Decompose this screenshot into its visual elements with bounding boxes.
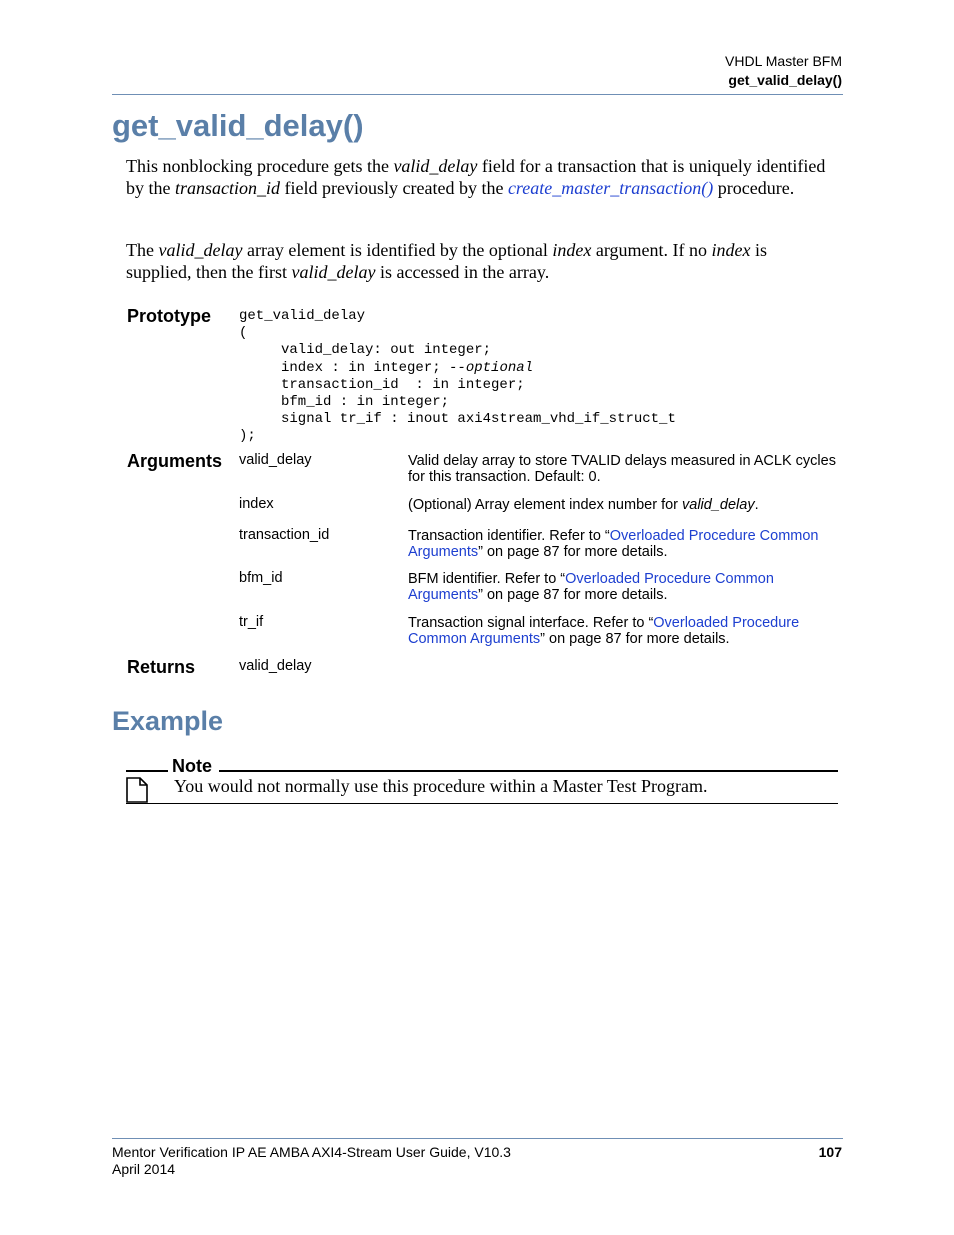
note-rule-bottom (126, 803, 838, 804)
overloaded-procedure-link[interactable]: Overloaded Procedure Common Arguments (408, 528, 819, 560)
returns-label: Returns (127, 657, 196, 677)
code-text: index : in integer; (281, 359, 450, 376)
code-line: bfm_id : in integer; (281, 394, 450, 411)
text-span: . (754, 497, 759, 513)
running-header (725, 52, 842, 90)
text-span: ” on page 87 for more details. (478, 544, 668, 560)
text-span: The (126, 240, 159, 260)
code-line: valid_delay: out integer; (281, 342, 492, 359)
footer-rule (112, 1138, 843, 1139)
argument-name: bfm_id (239, 570, 283, 586)
argument-description (408, 528, 838, 560)
footer-date: April 2014 (112, 1161, 176, 1177)
italic-term: valid_delay (682, 497, 755, 513)
footer-doc-title: Mentor Verification IP AE AMBA AXI4-Stream User Guide, V10.3 (112, 1144, 511, 1160)
text-span: Transaction signal interface. Refer to “ (408, 615, 654, 631)
argument-name: index (239, 496, 274, 512)
text-span: ” on page 87 for more details. (478, 587, 668, 603)
argument-description (408, 571, 838, 603)
prototype-label: Prototype (127, 306, 212, 326)
argument-description: Valid delay array to store TVALID delays measured in ACLK cycles for this transaction. Default: 0. (408, 453, 836, 485)
text-span: This nonblocking procedure gets the (126, 156, 394, 176)
intro-paragraph-2 (126, 239, 826, 283)
intro-paragraph-1 (126, 155, 826, 199)
code-comment: --optional (449, 359, 534, 376)
code-line: get_valid_delay (239, 308, 366, 324)
text-span: is supplied, then the first (126, 240, 767, 282)
argument-name: valid_delay (239, 452, 312, 468)
code-line: ( (239, 325, 248, 342)
header-section: get_valid_delay() (728, 72, 842, 88)
code-line: signal tr_if : inout axi4stream_vhd_if_struct_t (281, 411, 676, 428)
text-span: array element is identified by the optional (242, 240, 553, 260)
page-title: get_valid_delay() (112, 108, 364, 143)
argument-description (408, 497, 838, 513)
italic-term: index (552, 240, 592, 260)
argument-description (408, 615, 838, 647)
example-heading: Example (112, 706, 224, 736)
note-title: Note (172, 756, 212, 776)
text-span: field previously created by the (280, 178, 508, 198)
text-span: BFM identifier. Refer to “ (408, 571, 566, 587)
page-number: 107 (818, 1144, 842, 1160)
text-span: procedure. (713, 178, 795, 198)
code-line (239, 360, 676, 377)
italic-term: transaction_id (175, 178, 281, 198)
italic-term: valid_delay (158, 240, 243, 260)
text-span: Transaction identifier. Refer to “ (408, 528, 610, 544)
text-span: is accessed in the array. (375, 262, 550, 282)
code-line: ); (239, 428, 256, 445)
overloaded-procedure-link[interactable]: Overloaded Procedure Common Arguments (408, 615, 800, 647)
note-rule-right (219, 770, 838, 772)
create-master-transaction-link[interactable]: create_master_transaction() (507, 178, 714, 198)
text-span: (Optional) Array element index number for (408, 497, 683, 513)
italic-term: valid_delay (291, 262, 376, 282)
returns-value: valid_delay (239, 658, 312, 674)
note-text: You would not normally use this procedure within a Master Test Program. (174, 776, 708, 796)
italic-term: index (711, 240, 751, 260)
header-chapter: VHDL Master BFM (725, 53, 842, 69)
italic-term: valid_delay (393, 156, 478, 176)
argument-name: transaction_id (239, 527, 330, 543)
prototype-code (239, 308, 676, 446)
footer-doc-info (112, 1144, 511, 1178)
text-span: field for a transaction that is uniquely identified by the (126, 156, 826, 198)
arguments-label: Arguments (127, 451, 223, 471)
header-rule (112, 94, 843, 95)
argument-name: tr_if (239, 614, 264, 630)
note-rule-left (126, 770, 168, 772)
text-span: argument. If no (591, 240, 712, 260)
text-span: ” on page 87 for more details. (540, 631, 730, 647)
code-line: transaction_id : in integer; (281, 376, 525, 393)
overloaded-procedure-link[interactable]: Overloaded Procedure Common Arguments (408, 571, 774, 603)
